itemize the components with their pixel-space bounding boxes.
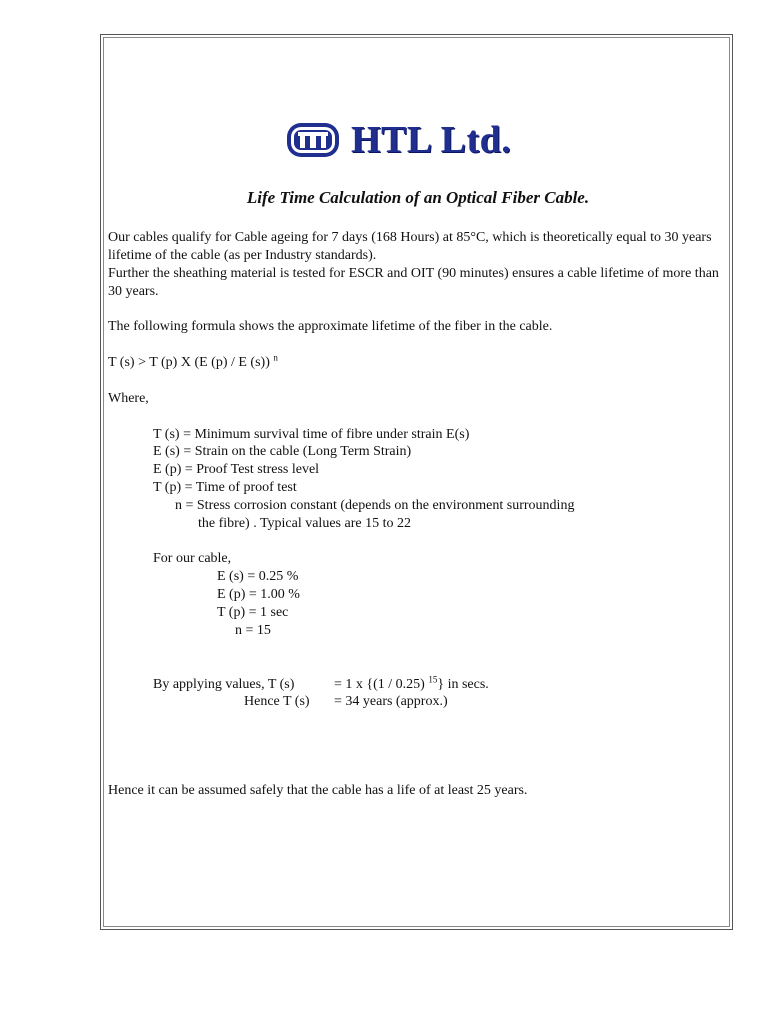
formula-text: T (s) > T (p) X (E (p) / E (s)) [108,355,270,370]
value-es: E (s) = 0.25 % [217,569,299,584]
where-label: Where, [108,391,149,406]
value-ep: E (p) = 1.00 % [217,587,300,602]
htl-logo-icon [285,121,341,159]
definition-ts: T (s) = Minimum survival time of fibre under strain E(s) [153,427,470,442]
for-cable-label: For our cable, [153,551,232,566]
applying-expression [334,676,489,694]
intro-paragraph-1: Our cables qualify for Cable ageing for 7 days (168 Hours) at 85°C, which is theoretically equal to 30 years lifetime of the cable (as per Industry standards). [108,230,712,263]
conclusion: Hence it can be assumed safely that the cable has a life of at least 25 years. [108,783,528,798]
applying-expression-start: = 1 x {(1 / 0.25) [334,677,425,692]
formula-exponent: n [273,352,278,363]
applying-label: By applying values, T (s) [153,677,295,692]
definition-n-continued: the fibre) . Typical values are 15 to 22 [198,516,411,531]
definition-ep: E (p) = Proof Test stress level [153,462,320,477]
intro-paragraph-2: Further the sheathing material is tested for ESCR and OIT (90 minutes) ensures a cable lifetime of more than 30 years. [108,266,719,299]
applying-exponent: 15 [428,674,438,685]
value-n: n = 15 [235,623,271,638]
formula [108,354,278,372]
definition-n: n = Stress corrosion constant (depends on the environment surrounding [175,498,575,513]
company-name: HTL Ltd. [351,119,512,161]
applying-expression-end: } in secs. [437,677,489,692]
definition-es: E (s) = Strain on the cable (Long Term Strain) [153,444,412,459]
definition-tp: T (p) = Time of proof test [153,480,297,495]
value-tp: T (p) = 1 sec [217,605,289,620]
company-logo [285,118,511,162]
document-title: Life Time Calculation of an Optical Fiber Cable. [246,188,590,207]
hence-value: = 34 years (approx.) [334,694,448,709]
hence-label: Hence T (s) [244,694,310,709]
formula-intro: The following formula shows the approximate lifetime of the fiber in the cable. [108,319,553,334]
